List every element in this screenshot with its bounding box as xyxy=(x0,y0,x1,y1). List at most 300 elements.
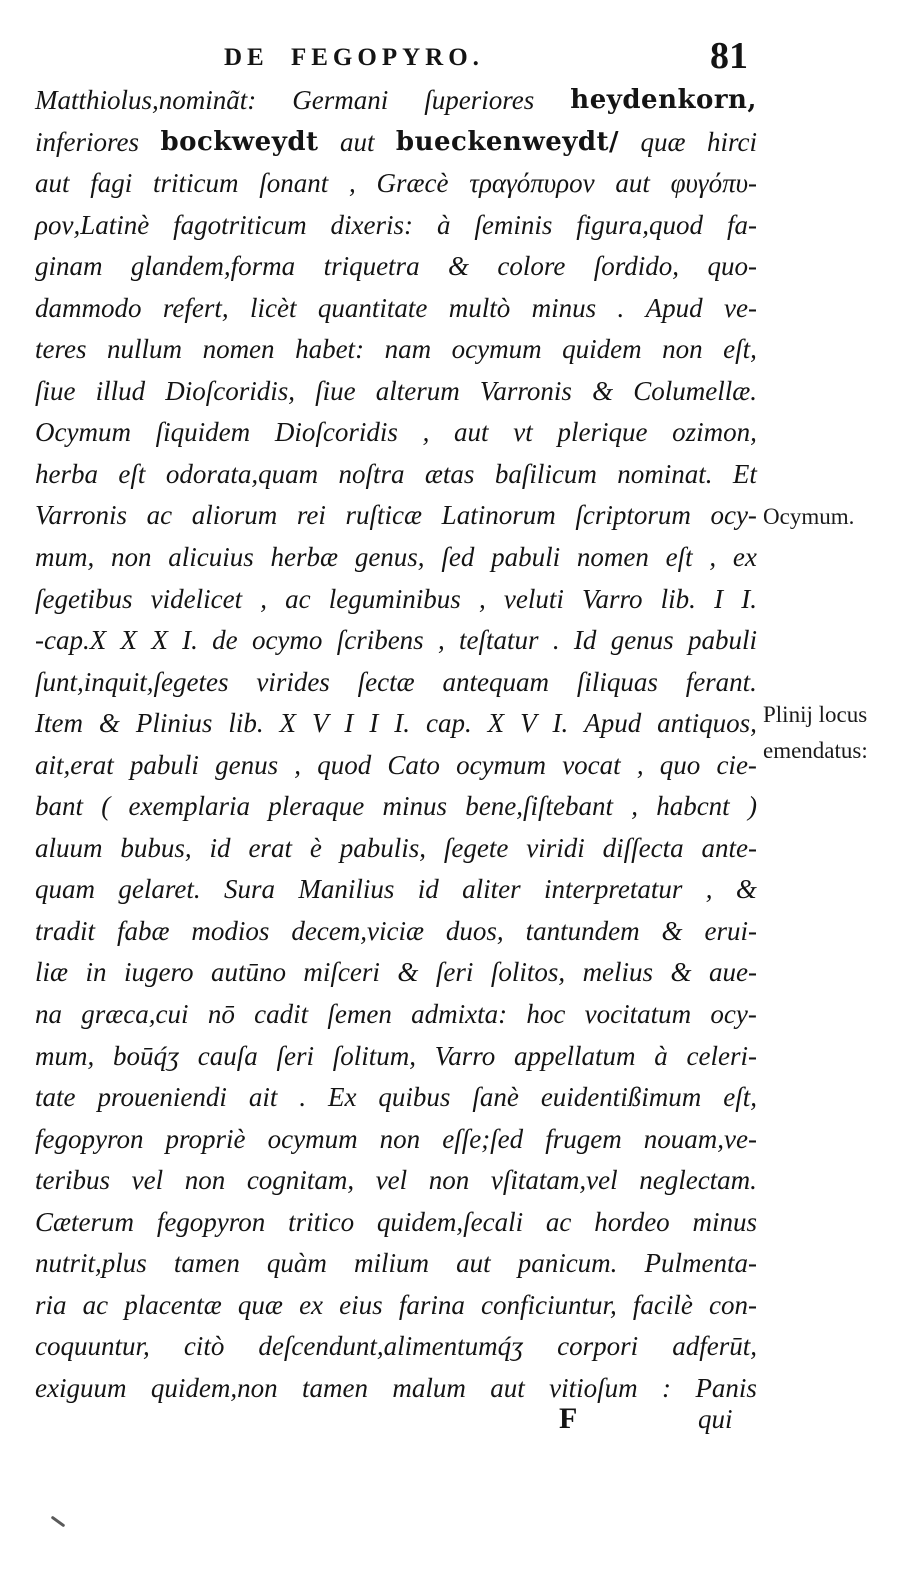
word: cognitam, xyxy=(246,1165,355,1196)
word: aliorum xyxy=(191,500,278,531)
word: eſſe;ſed xyxy=(442,1123,524,1154)
word: ſeminis xyxy=(474,209,553,240)
word: ocymum xyxy=(267,1123,358,1154)
word: alicuius xyxy=(168,542,254,573)
word: herba xyxy=(35,458,98,489)
word: Dioſcoridis xyxy=(274,417,398,448)
word: I. xyxy=(182,625,198,656)
word: nomen xyxy=(202,334,275,365)
word: ſiue xyxy=(315,375,356,406)
word: ſemen xyxy=(327,999,392,1030)
word: alterum xyxy=(375,375,460,406)
word: à xyxy=(654,1040,668,1071)
word: nouam,ve- xyxy=(643,1123,757,1154)
word: Ex xyxy=(328,1082,357,1113)
text-line xyxy=(35,288,757,330)
text-line xyxy=(35,122,757,164)
word: appellatum xyxy=(514,1040,636,1071)
word: na xyxy=(35,999,62,1030)
word: decem,viciæ xyxy=(291,915,424,946)
text-line xyxy=(35,1243,757,1285)
word: & xyxy=(661,915,683,946)
word: ſcriptorum xyxy=(575,500,691,531)
word: hirci xyxy=(706,126,757,157)
word: . xyxy=(617,292,625,323)
word: id xyxy=(209,832,231,863)
word: aue- xyxy=(709,957,757,988)
word: I xyxy=(714,583,724,614)
word: baſilicum xyxy=(494,458,597,489)
word: ocy- xyxy=(710,999,757,1030)
word: gelaret. xyxy=(118,874,201,905)
word: ſectæ xyxy=(357,666,415,697)
word: ſuperiores xyxy=(424,85,535,115)
word: ſed xyxy=(441,542,475,573)
text-line xyxy=(35,80,757,122)
word: noſtra xyxy=(338,458,405,489)
word: antiquos, xyxy=(657,708,757,739)
word: X xyxy=(120,625,138,656)
word: frugem xyxy=(545,1123,622,1154)
text-line xyxy=(35,579,757,621)
word: aut xyxy=(456,1248,491,1279)
word: pleraque xyxy=(268,791,365,822)
word: placentæ xyxy=(124,1289,222,1320)
word: hordeo xyxy=(594,1206,670,1237)
word: tamen xyxy=(301,1372,368,1403)
word: I. xyxy=(552,708,569,739)
word: nō xyxy=(207,999,235,1030)
text-line xyxy=(35,1119,757,1161)
running-header-title: DE FEGOPYRO. xyxy=(224,44,484,71)
word: Varronis xyxy=(479,375,572,406)
word: ac xyxy=(146,500,173,531)
word: Varronis xyxy=(35,500,128,531)
word: aut xyxy=(454,417,489,448)
word: ferant. xyxy=(685,666,757,697)
text-line xyxy=(35,1285,757,1327)
word: Plinius xyxy=(135,708,213,739)
word: admixta: xyxy=(411,999,508,1030)
word: . xyxy=(299,1082,307,1113)
word: nam xyxy=(384,334,432,365)
word: Dioſcoridis, xyxy=(165,375,296,406)
word: ſunt,inquit,ſegetes xyxy=(35,666,229,697)
word: erui- xyxy=(704,915,757,946)
word: tamen xyxy=(173,1248,240,1279)
word: cauſa xyxy=(197,1040,258,1071)
text-line xyxy=(35,537,757,579)
word: ex xyxy=(299,1289,324,1320)
stray-ink-mark xyxy=(51,1516,66,1528)
word: mum, xyxy=(35,1040,95,1071)
word: minus xyxy=(692,1206,757,1237)
word: , xyxy=(631,791,638,822)
text-line xyxy=(35,246,757,288)
word: Græcè xyxy=(376,168,449,199)
text-line xyxy=(35,662,757,704)
word: in xyxy=(85,957,107,988)
text-line xyxy=(35,994,757,1036)
word: facilè xyxy=(632,1289,693,1320)
word: è xyxy=(309,832,322,863)
word: , xyxy=(636,749,644,780)
word: colore xyxy=(497,251,566,282)
word: Matthiolus,nominãt: xyxy=(35,85,257,115)
word: quod xyxy=(317,749,372,780)
word: ſiliquas xyxy=(576,666,658,697)
word: quibus xyxy=(378,1082,451,1113)
word: de xyxy=(212,625,238,656)
word: quidem,non xyxy=(150,1372,278,1403)
word: exemplaria xyxy=(128,791,250,822)
word: , xyxy=(705,874,713,905)
word: aluum xyxy=(35,832,103,863)
word: inferiores xyxy=(35,126,139,157)
word: eſt, xyxy=(723,1082,757,1113)
word: habet: xyxy=(295,334,365,365)
word: vocitatum xyxy=(584,999,692,1030)
text-line xyxy=(35,495,757,537)
word: tantundem xyxy=(525,915,640,946)
word: plerique xyxy=(557,417,648,448)
word: autūno xyxy=(210,957,286,988)
word: X xyxy=(151,625,168,656)
word: ginam xyxy=(35,251,103,282)
word: vocat xyxy=(562,749,621,780)
word: bockweydt xyxy=(160,126,319,157)
word: illud xyxy=(95,375,146,406)
word: eſt xyxy=(665,542,693,573)
word: ait,erat xyxy=(35,749,114,780)
word: triquetra xyxy=(323,251,420,282)
word: propriè xyxy=(165,1123,246,1154)
word: tritico xyxy=(288,1206,355,1237)
word: ſolitum, xyxy=(332,1040,416,1071)
word: Manilius xyxy=(298,874,395,905)
text-line xyxy=(35,371,757,413)
word: fegopyron xyxy=(35,1123,144,1154)
text-line xyxy=(35,786,757,828)
text-line xyxy=(35,1160,757,1202)
word: ozimon, xyxy=(672,417,757,448)
word: Item xyxy=(35,708,83,739)
word: ſeri xyxy=(435,957,474,988)
word: Columellæ. xyxy=(633,375,757,406)
word: ſeri xyxy=(276,1040,314,1071)
word: herbæ xyxy=(270,542,339,573)
text-line xyxy=(35,163,757,205)
word: aut xyxy=(490,1372,525,1403)
word: quidem xyxy=(562,334,642,365)
word: tate xyxy=(35,1082,76,1113)
text-line xyxy=(35,329,757,371)
body-text xyxy=(35,80,757,1410)
word: vitioſum xyxy=(549,1372,638,1403)
word: Ocymum xyxy=(35,417,131,448)
word: quo- xyxy=(707,251,757,282)
word: teſtatur xyxy=(459,625,539,656)
word: I. xyxy=(741,583,757,614)
word: X xyxy=(487,708,505,739)
word: fagi xyxy=(90,168,133,199)
word: nutrit,plus xyxy=(35,1248,147,1279)
word: fabæ xyxy=(116,915,170,946)
word: & xyxy=(98,708,120,739)
text-line xyxy=(35,828,757,870)
word: Apud xyxy=(584,708,642,739)
word: tradit xyxy=(35,915,96,946)
word: ocymum xyxy=(451,334,542,365)
word: ſcribens xyxy=(336,625,424,656)
word: lib. xyxy=(660,583,696,614)
word: hoc xyxy=(526,999,566,1030)
word: habcnt xyxy=(656,791,730,822)
text-line xyxy=(35,869,757,911)
signature-line xyxy=(35,1402,757,1446)
word: leguminibus xyxy=(328,583,461,614)
text-line xyxy=(35,1077,757,1119)
word: & xyxy=(397,957,419,988)
word: , xyxy=(438,625,445,656)
word: & xyxy=(735,874,757,905)
word: odorata,quam xyxy=(165,458,319,489)
word: & xyxy=(447,251,469,282)
word: , xyxy=(294,749,302,780)
word: duos, xyxy=(445,915,504,946)
word: Cato xyxy=(387,749,440,780)
word: con- xyxy=(708,1289,757,1320)
word: minus xyxy=(531,292,597,323)
word: græca,cui xyxy=(81,999,189,1030)
word: quàm xyxy=(266,1248,327,1279)
word: Id xyxy=(573,625,597,656)
word: ( xyxy=(101,791,111,822)
word: ex xyxy=(732,542,757,573)
word: ocy- xyxy=(710,500,757,531)
word: celeri- xyxy=(686,1040,757,1071)
word: non xyxy=(662,334,703,365)
text-line xyxy=(35,911,757,953)
word: teribus xyxy=(35,1165,111,1196)
word: fa- xyxy=(726,209,757,240)
word: Varro xyxy=(434,1040,496,1071)
word: & xyxy=(592,375,614,406)
text-line xyxy=(35,1036,757,1078)
signature-mark: F xyxy=(559,1402,578,1435)
word: dammodo xyxy=(35,292,142,323)
word: & xyxy=(670,957,692,988)
word: I xyxy=(344,708,354,739)
word: lib. xyxy=(228,708,264,739)
word: ac xyxy=(545,1206,572,1237)
word: nullum xyxy=(107,334,183,365)
word: id xyxy=(417,874,439,905)
word: ve- xyxy=(724,292,757,323)
word: triticum xyxy=(153,168,239,199)
word: X xyxy=(279,708,297,739)
text-line xyxy=(35,620,757,662)
word: refert, xyxy=(162,292,229,323)
word: Panis xyxy=(695,1372,757,1403)
word: citò xyxy=(183,1331,225,1362)
word: genus xyxy=(215,749,279,780)
text-line xyxy=(35,412,757,454)
word: non xyxy=(111,542,152,573)
word: teres xyxy=(35,334,87,365)
catchword: qui xyxy=(698,1404,733,1434)
word: , xyxy=(260,583,267,614)
word: miſceri xyxy=(303,957,380,988)
word: cadit xyxy=(254,999,309,1030)
text-line xyxy=(35,205,757,247)
word: fagotriticum xyxy=(173,209,307,240)
word: . xyxy=(552,625,560,656)
word: virides xyxy=(256,666,330,697)
word: ait xyxy=(248,1082,278,1113)
word: multò xyxy=(448,292,511,323)
word: : xyxy=(662,1372,672,1403)
word: Latinorum xyxy=(441,500,556,531)
word: fegopyron xyxy=(156,1206,266,1237)
word: quæ xyxy=(640,126,686,157)
word: aliter xyxy=(462,874,521,905)
word: ſordido, xyxy=(593,251,680,282)
word: ſanè xyxy=(472,1082,519,1113)
word: eſt xyxy=(118,458,146,489)
word: milium xyxy=(354,1248,430,1279)
word: ſegete xyxy=(443,832,509,863)
word: Cæterum xyxy=(35,1206,135,1237)
word: genus xyxy=(610,625,674,656)
word: ria xyxy=(35,1289,67,1320)
text-line xyxy=(35,454,757,496)
word: ante- xyxy=(701,832,757,863)
word: ac xyxy=(82,1289,109,1320)
word: dixeris: xyxy=(330,209,414,240)
word: I. xyxy=(394,708,411,739)
word: ac xyxy=(285,583,311,614)
word: genus, xyxy=(354,542,425,573)
word: vt xyxy=(513,417,533,448)
word: antequam xyxy=(442,666,549,697)
word: à xyxy=(436,209,451,240)
word: veluti xyxy=(503,583,564,614)
word: eſt, xyxy=(723,334,757,365)
word: I xyxy=(369,708,379,739)
word: , xyxy=(349,168,356,199)
text-line xyxy=(35,745,757,787)
word: quantitate xyxy=(317,292,428,323)
word: neglectam. xyxy=(639,1165,757,1196)
word: ſonant xyxy=(259,168,329,199)
word: euidentißimum xyxy=(540,1082,702,1113)
word: eius xyxy=(339,1289,383,1320)
word: pabuli xyxy=(687,625,757,656)
word: panicum. xyxy=(517,1248,618,1279)
word: Apud xyxy=(645,292,703,323)
word: pabuli xyxy=(491,542,561,573)
margin-note-emendatus: emendatus: xyxy=(763,738,868,763)
word: diſſecta xyxy=(602,832,684,863)
word: ætas xyxy=(424,458,475,489)
word: ρον,Latinè xyxy=(35,209,150,240)
word: ſiue xyxy=(35,375,76,406)
word: conficiuntur, xyxy=(480,1289,617,1320)
word: Varro xyxy=(582,583,643,614)
word: farina xyxy=(398,1289,465,1320)
word: videlicet xyxy=(150,583,243,614)
word: nomen xyxy=(576,542,649,573)
word: Sura xyxy=(223,874,275,905)
word: deſcendunt,alimentumq́ʒ xyxy=(258,1331,524,1362)
word: , xyxy=(422,417,430,448)
word: interpretatur xyxy=(543,874,683,905)
word: glandem,forma xyxy=(130,251,296,282)
word: minus xyxy=(382,791,447,822)
word: φυγόπυ- xyxy=(670,168,757,199)
word: malum xyxy=(392,1372,466,1403)
word: cie- xyxy=(716,749,757,780)
word: non xyxy=(184,1165,226,1196)
word: pabulis, xyxy=(339,832,426,863)
word: adferūt, xyxy=(672,1331,757,1362)
margin-note-ocymum: Ocymum. xyxy=(763,504,855,529)
word: bueckenweydt/ xyxy=(395,126,620,157)
word: figura,quod xyxy=(576,209,704,240)
word: τραγόπυρον xyxy=(469,168,595,199)
word: viridi xyxy=(526,832,585,863)
word: aut xyxy=(35,168,70,199)
text-line xyxy=(35,952,757,994)
word: exiguum xyxy=(35,1372,127,1403)
word: melius xyxy=(582,957,654,988)
word: coquuntur, xyxy=(35,1331,150,1362)
word: rei xyxy=(296,500,326,531)
word: iugero xyxy=(123,957,194,988)
word: vel xyxy=(375,1165,408,1196)
word: ſiquidem xyxy=(155,417,251,448)
word: boūq́ʒ xyxy=(113,1040,179,1071)
page-number: 81 xyxy=(710,35,748,77)
word: ocymo xyxy=(251,625,323,656)
word: liæ xyxy=(35,957,69,988)
word: non xyxy=(379,1123,421,1154)
word: cap. xyxy=(425,708,472,739)
word: modios xyxy=(191,915,270,946)
word: ſolitos, xyxy=(490,957,566,988)
margin-note-plinij-locus: Plinij locus xyxy=(763,702,868,727)
word: corpori xyxy=(557,1331,639,1362)
word: quam xyxy=(35,874,95,905)
word: vſitatam,vel xyxy=(490,1165,618,1196)
word: Germani xyxy=(292,85,389,115)
word: V xyxy=(311,708,329,739)
word: quæ xyxy=(237,1289,283,1320)
word: , xyxy=(709,542,717,573)
word: licèt xyxy=(249,292,297,323)
word: quo xyxy=(659,749,701,780)
text-line xyxy=(35,1326,757,1368)
text-line xyxy=(35,703,757,745)
word: proueniendi xyxy=(97,1082,227,1113)
word: bubus, xyxy=(120,832,192,863)
word: bene,ſiſtebant xyxy=(465,791,613,822)
word: nominat. xyxy=(617,458,713,489)
word: pabuli xyxy=(129,749,199,780)
word: mum, xyxy=(35,542,95,573)
word: -cap.X xyxy=(35,625,107,656)
